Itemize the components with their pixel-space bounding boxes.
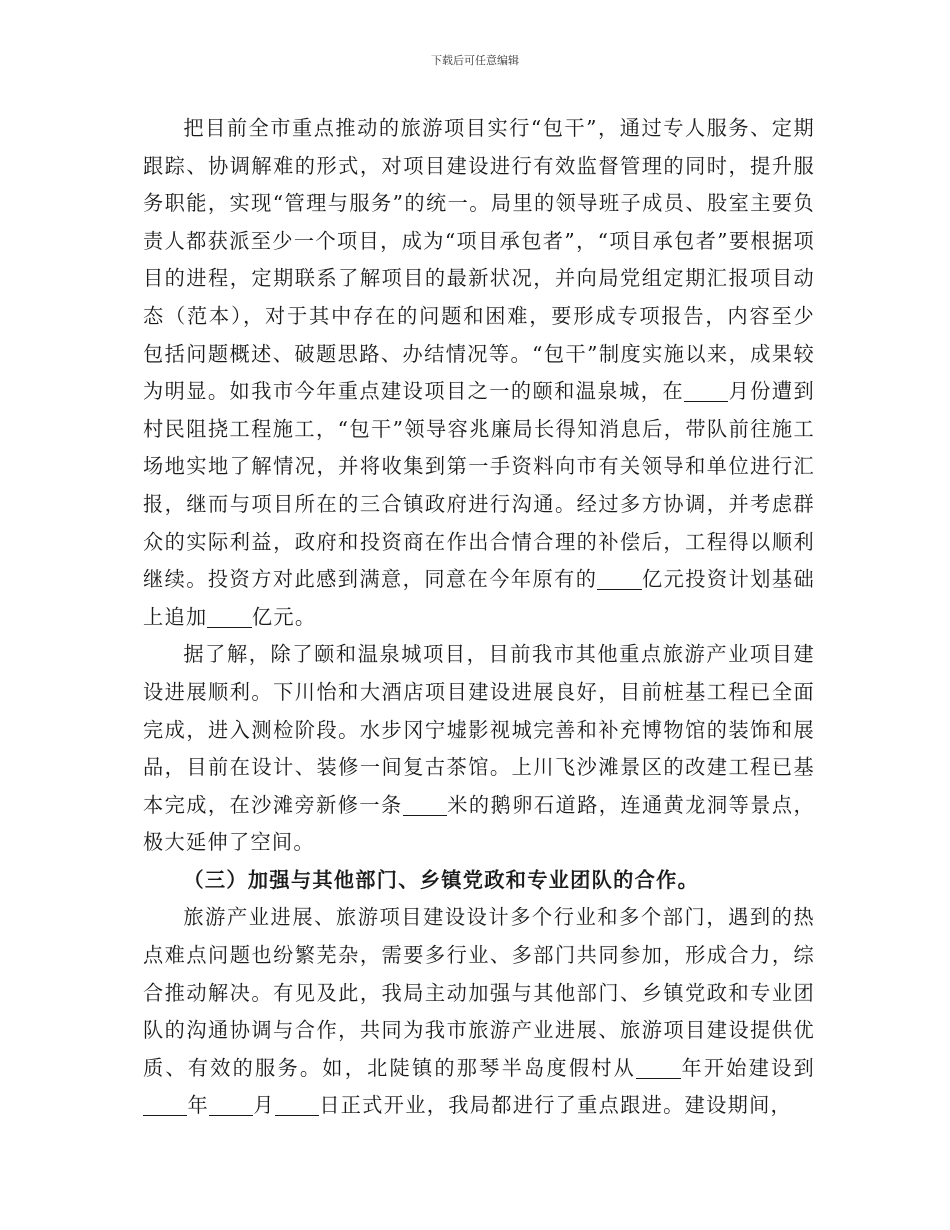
fill-blank <box>143 1095 187 1116</box>
fill-blank <box>275 1095 319 1116</box>
fill-blank <box>636 1058 680 1079</box>
text-segment: 年 <box>187 1093 209 1118</box>
paragraph-project-progress <box>143 636 815 862</box>
paragraph-project-contracting <box>143 110 815 636</box>
text-segment: 亿元投资计划基础上追加 <box>143 567 815 629</box>
fill-blank <box>207 607 251 628</box>
section-heading: （三）加强与其他部门、乡镇党政和专业团队的合作。 <box>183 867 700 892</box>
text-segment: 月 <box>253 1093 275 1118</box>
fill-blank <box>684 381 728 402</box>
text-segment: 据了解，除了颐和温泉城项目，目前我市其他重点旅游产业项目建设进展顺利。下川怡和大酒店项目建设进展良好，目前桩基工程已全面完成，进入测检阶段。水步冈宁墟影视城完善和补充博物馆的装饰和展品，目前在设计、装修一间复古茶馆。上川飞沙滩景区的改建工程已基本完成，在沙滩旁新修一条 <box>143 642 815 817</box>
fill-blank <box>597 569 641 590</box>
text-segment: 亿元。 <box>251 604 317 629</box>
document-body <box>143 110 815 1125</box>
text-segment: 米的鹅卵石道路，连通黄龙洞等景点，极大延伸了空间。 <box>143 792 815 855</box>
fill-blank <box>209 1095 253 1116</box>
text-segment: 把目前全市重点推动的旅游项目实行“包干”，通过专人服务、定期跟踪、协调解难的形式，对项目建设进行有效监督管理的同时，提升服务职能，实现“管理与服务”的统一。局里的领导班子成员、股室主要负责人都获派至少一个项目，成为“项目承包者”，“项目承包者”要根据项目的进程，定期联系了解项目的最新状况，并向局党组定期汇报项目动态（范本），对于其中存在的问题和困难，要形成专项报告，内容至少包括问题概述、破题思路、办结情况等。“包干”制度实施以来，成果较为明显。如我市今年重点建设项目之一的颐和温泉城，在 <box>143 116 815 404</box>
text-segment: 日正式开业，我局都进行了重点跟进。建设期间， <box>319 1093 793 1118</box>
page-header: 下载后可任意编辑 <box>431 54 519 67</box>
fill-blank <box>403 795 447 816</box>
paragraph-cooperation <box>143 899 815 1125</box>
text-segment: 月份遭到村民阻挠工程施工，“包干”领导容兆廉局长得知消息后，带队前往施工场地实地了解情况，并将收集到第一手资料向市有关领导和单位进行汇报，继而与项目所在的三合镇政府进行沟通。经过多方协调，并考虑群众的实际利益，政府和投资商在作出合情合理的补偿后，工程得以顺利继续。投资方对此感到满意，同意在今年原有的 <box>143 379 815 592</box>
text-segment: 年开始建设到 <box>680 1055 815 1080</box>
text-segment: 旅游产业进展、旅游项目建设设计多个行业和多个部门，遇到的热点难点问题也纷繁芜杂，需要多行业、多部门共同参加，形成合力，综合推动解决。有见及此，我局主动加强与其他部门、乡镇党政和专业团队的沟通协调与合作，共同为我市旅游产业进展、旅游项目建设提供优质、有效的服务。如，北陡镇的那琴半岛度假村从 <box>143 905 815 1080</box>
